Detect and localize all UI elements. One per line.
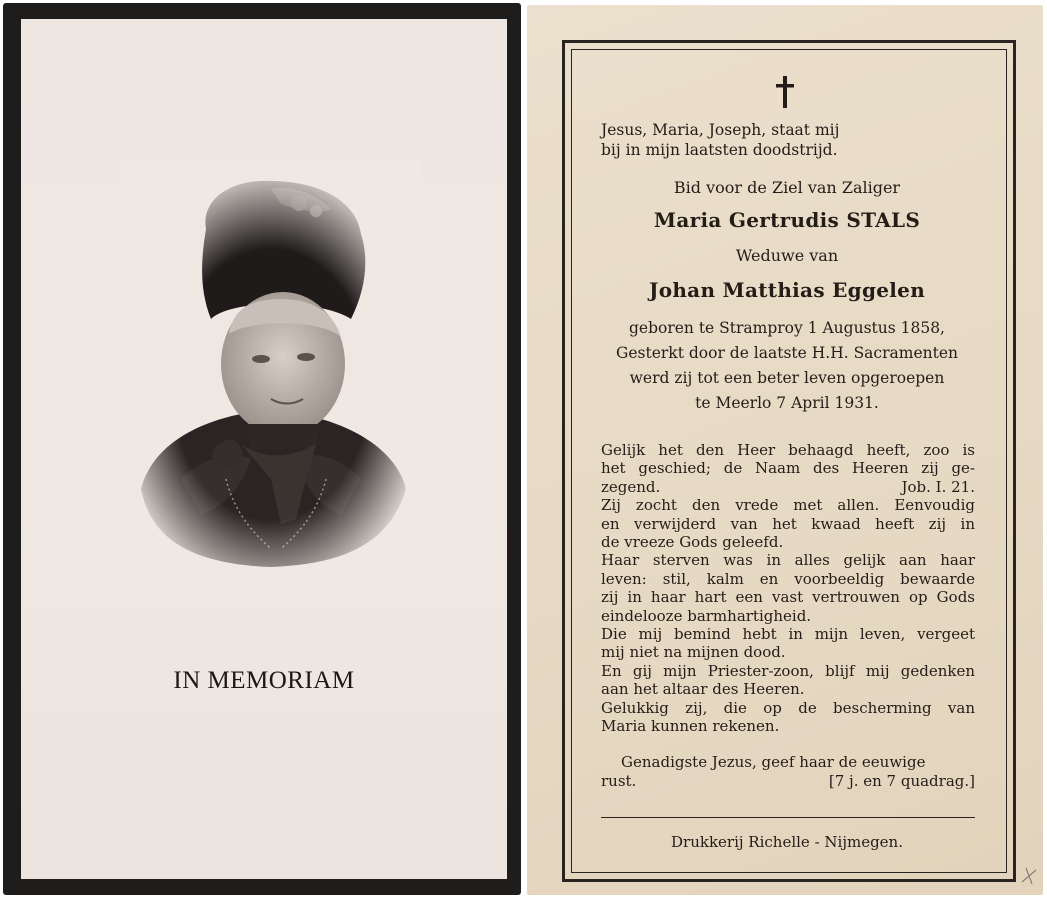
memorial-card-front: [3, 3, 521, 895]
text-line: zij in haar hart een vast vertrouwen op Gods: [601, 588, 975, 607]
memorial-card-back: [527, 5, 1043, 895]
text-line: Gelukkig zij, die op de bescherming van: [601, 698, 975, 717]
text-line: zegend.: [601, 477, 661, 496]
text-line: En gij mijn Priester-zoon, blijf mij gedenken: [601, 661, 975, 680]
spouse-name: Johan Matthias Eggelen: [648, 278, 926, 302]
text-line: het geschied; de Naam des Heeren zij ge-: [601, 459, 975, 478]
indulgence-note: [7 j. en 7 quadrag.]: [828, 772, 975, 790]
prayer-line: bij in mijn laatsten doodstrijd.: [601, 141, 838, 159]
portrait-photo: [121, 159, 421, 569]
text-line: aan het altaar des Heeren.: [601, 680, 805, 699]
widow-of-label: Weduwe van: [735, 246, 839, 265]
deceased-name: Maria Gertrudis STALS: [653, 208, 921, 232]
closing-line: Genadigste Jezus, geef haar de eeuwige: [621, 753, 926, 771]
prayer-request: Bid voor de Ziel van Zaliger: [673, 178, 901, 197]
printer-credit: Drukkerij Richelle - Nijmegen.: [671, 833, 903, 851]
text-line: mij niet na mijnen dood.: [601, 643, 786, 662]
text-line: eindelooze barmhartigheid.: [601, 606, 812, 625]
biography: [567, 316, 1007, 416]
text-line: leven: stil, kalm en voorbeeldig bewaarde: [601, 569, 975, 588]
closing-rust: rust.: [601, 772, 637, 790]
closing-prayer: [601, 753, 975, 791]
opening-prayer: [601, 120, 901, 160]
text-line: Haar sterven was in alles gelijk aan haar: [601, 551, 975, 570]
bio-line: te Meerlo 7 April 1931.: [695, 394, 879, 412]
bio-line: werd zij tot een beter leven opgeroepen: [629, 369, 945, 387]
scripture-reference: Job. I. 21.: [901, 477, 975, 496]
text-line: de vreeze Gods geleefd.: [601, 533, 784, 552]
text-line: Gelijk het den Heer behaagd heeft, zoo is: [601, 441, 975, 459]
card-front-paper: [21, 19, 507, 879]
text-line: Zij zocht den vrede met allen. Eenvoudig: [601, 496, 975, 515]
text-line: en verwijderd van het kwaad heeft zij in: [601, 514, 975, 533]
cross-icon: [774, 75, 796, 109]
in-memoriam-title: IN MEMORIAM: [173, 667, 355, 694]
pencil-mark-icon: [1018, 864, 1040, 886]
bio-line: Gesterkt door de laatste H.H. Sacramenten: [615, 344, 958, 362]
bio-line: geboren te Stramproy 1 Augustus 1858,: [628, 319, 945, 337]
divider: [601, 817, 975, 818]
memorial-text: [601, 441, 975, 736]
prayer-line: Jesus, Maria, Joseph, staat mij: [601, 121, 840, 139]
text-line: Die mij bemind hebt in mijn leven, vergeet: [601, 625, 975, 644]
text-line: Maria kunnen rekenen.: [601, 717, 780, 736]
